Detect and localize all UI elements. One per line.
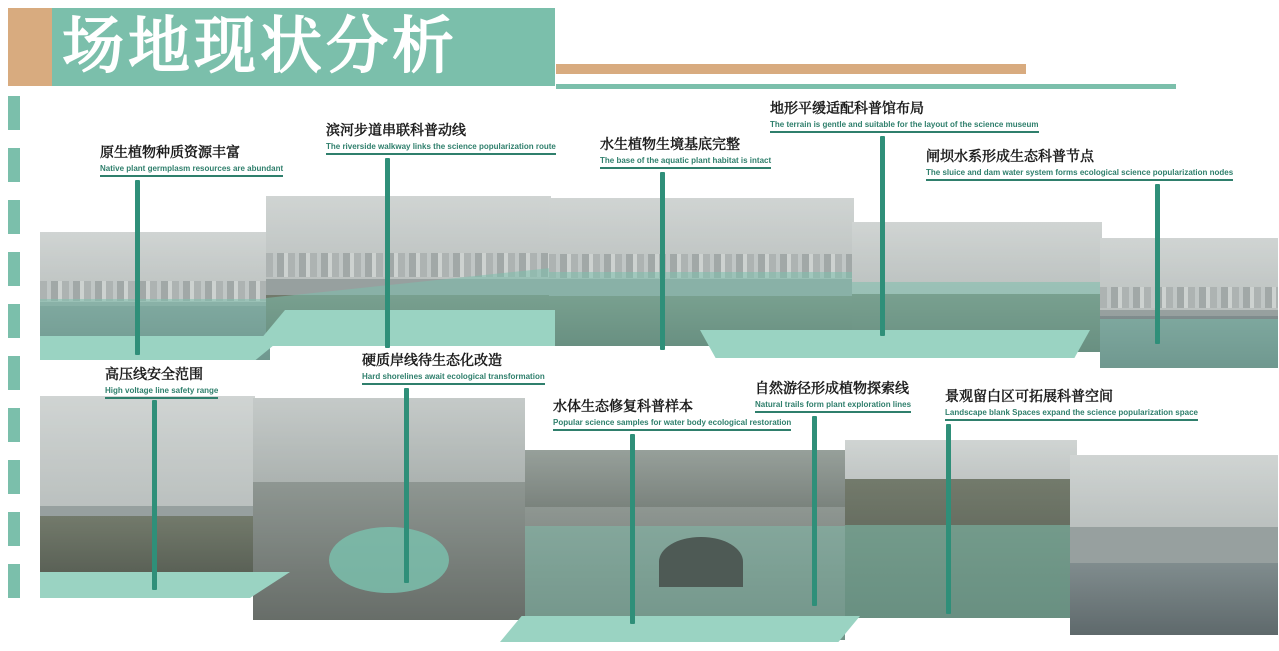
callout-subtitle: Popular science samples for water body ecological restoration <box>553 418 792 427</box>
callout-title: 硬质岸线待生态化改造 <box>362 353 502 369</box>
title-rule-tan <box>556 64 1026 74</box>
callout-underline <box>362 383 545 385</box>
rail-dash <box>8 408 20 442</box>
rail-dash <box>8 460 20 494</box>
photo-aquatic-habitat <box>549 198 854 346</box>
callout-hard-shoreline <box>362 350 545 385</box>
callout-subtitle: Natural trails form plant exploration lines <box>755 400 912 409</box>
callout-riverside-walkway <box>326 120 556 155</box>
photo-sluice-dam <box>1100 238 1278 368</box>
callout-high-voltage <box>105 364 218 399</box>
connector-band-row2b <box>500 616 860 642</box>
callout-native-plant <box>100 142 283 177</box>
callout-subtitle: Hard shorelines await ecological transformation <box>362 372 545 381</box>
callout-pin-gentle-terrain <box>880 136 885 336</box>
callout-pin-natural-trails <box>812 416 817 606</box>
callout-underline <box>600 167 771 169</box>
callout-title: 景观留白区可拓展科普空间 <box>945 389 1113 405</box>
callout-subtitle: The riverside walkway links the science popularization route <box>326 142 556 151</box>
callout-underline <box>926 179 1233 181</box>
photo-water-restoration <box>525 450 845 640</box>
callout-pin-landscape-blank <box>946 424 951 614</box>
callout-underline <box>100 175 283 177</box>
callout-subtitle: Native plant germplasm resources are abundant <box>100 164 284 173</box>
callout-title: 地形平缓适配科普馆布局 <box>770 101 924 117</box>
connector-band-row1 <box>40 336 285 360</box>
callout-subtitle: The sluice and dam water system forms ecological science popularization nodes <box>926 168 1234 177</box>
rail-dash <box>8 356 20 390</box>
connector-band-row2 <box>40 572 290 598</box>
callout-title: 自然游径形成植物探索线 <box>755 381 909 397</box>
rail-dash <box>8 512 20 546</box>
callout-title: 滨河步道串联科普动线 <box>326 123 466 139</box>
callout-pin-water-restoration <box>630 434 635 624</box>
connector-band-row1c <box>700 330 1090 358</box>
callout-title: 闸坝水系形成生态科普节点 <box>926 149 1094 165</box>
rail-dash <box>8 200 20 234</box>
callout-underline <box>553 429 791 431</box>
callout-pin-riverside-walkway <box>385 158 390 348</box>
callout-subtitle: The base of the aquatic plant habitat is intact <box>600 156 772 165</box>
photo-landscape-blank <box>1070 455 1278 635</box>
callout-title: 水生植物生境基底完整 <box>600 137 740 153</box>
callout-subtitle: Landscape blank Spaces expand the science popularization space <box>945 408 1198 417</box>
callout-pin-high-voltage <box>152 400 157 590</box>
callout-title: 高压线安全范围 <box>105 367 203 383</box>
callout-sluice-dam <box>926 146 1233 181</box>
rail-dash <box>8 96 20 130</box>
rail-dash <box>8 252 20 286</box>
photo-high-voltage <box>40 396 255 596</box>
callout-natural-trails <box>755 378 911 413</box>
title-rule-green <box>556 84 1176 89</box>
callout-pin-aquatic-habitat <box>660 172 665 350</box>
callout-underline <box>945 419 1198 421</box>
page-title: 场地现状分析 <box>62 9 459 82</box>
callout-title: 水体生态修复科普样本 <box>553 399 693 415</box>
left-dashed-rail <box>8 96 20 641</box>
photo-hard-shoreline <box>253 398 525 620</box>
callout-underline <box>770 131 1039 133</box>
callout-pin-hard-shoreline <box>404 388 409 583</box>
callout-aquatic-habitat <box>600 134 771 169</box>
title-accent-block <box>8 8 58 86</box>
callout-pin-native-plant <box>135 180 140 355</box>
rail-dash <box>8 148 20 182</box>
callout-underline <box>755 411 911 413</box>
callout-underline <box>105 397 218 399</box>
rail-dash <box>8 304 20 338</box>
rail-dash <box>8 564 20 598</box>
callout-subtitle: High voltage line safety range <box>105 386 219 395</box>
photo-natural-trails <box>845 440 1077 618</box>
callout-pin-sluice-dam <box>1155 184 1160 344</box>
callout-landscape-blank <box>945 386 1198 421</box>
callout-gentle-terrain <box>770 98 1039 133</box>
callout-title: 原生植物种质资源丰富 <box>100 145 240 161</box>
callout-underline <box>326 153 556 155</box>
callout-subtitle: The terrain is gentle and suitable for the layout of the science museum <box>770 120 1039 129</box>
connector-band-row1b <box>255 310 555 346</box>
